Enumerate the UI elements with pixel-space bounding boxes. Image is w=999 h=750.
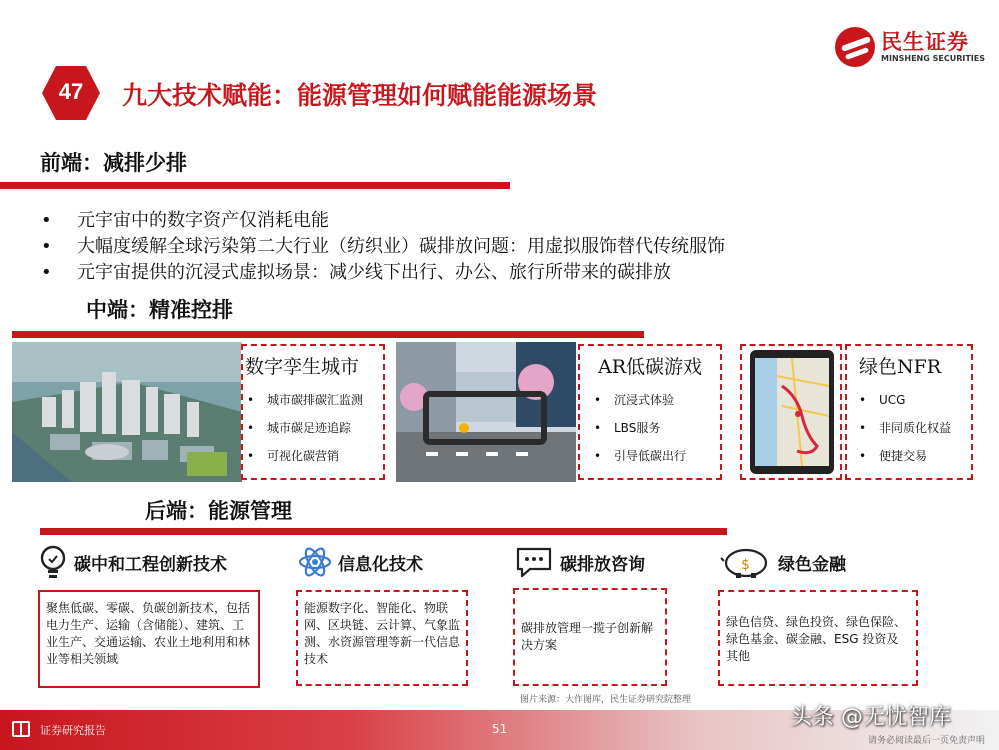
card-list (247, 386, 363, 470)
map-tablet-image (740, 344, 842, 480)
logo-name-cn: 民生证券 (881, 29, 969, 54)
block-text: 碳排放管理一揽子创新解决方案 (521, 621, 654, 652)
smart-city-image (12, 342, 242, 482)
list-item: • 沉浸式体验 (594, 386, 686, 414)
minsheng-logo (835, 27, 985, 67)
it-tech-header (298, 545, 423, 579)
chat-bubble-icon (514, 545, 554, 579)
list-item: • LBS服务 (594, 414, 686, 442)
disclaimer-text: 请务必阅读最后一页免责声明 (867, 736, 985, 746)
list-item: • 便捷交易 (859, 442, 951, 470)
page-title: 九大技术赋能：能源管理如何赋能能源场景 (122, 81, 598, 110)
block-title: 碳中和工程创新技术 (74, 554, 227, 575)
list-item: • 引导低碳出行 (594, 442, 686, 470)
card-list (594, 386, 686, 470)
footer-label: 证券研究报告 (40, 724, 106, 737)
card-title: AR低碳游戏 (598, 356, 703, 378)
front-section-bar (0, 182, 510, 189)
svg-text:$: $ (741, 557, 750, 573)
lightbulb-icon (38, 545, 68, 579)
green-nfr-card (845, 344, 973, 480)
list-item: • 元宇宙中的数字资产仅消耗电能 (37, 208, 725, 234)
block-title: 碳排放咨询 (560, 554, 645, 575)
digital-twin-card (241, 344, 385, 480)
list-item: • UCG (859, 386, 951, 414)
ar-game-card (578, 344, 722, 480)
watermark: 头条 @无忧智库 (790, 705, 951, 730)
card-title: 数字孪生城市 (245, 356, 360, 378)
piggy-bank-icon (720, 545, 772, 579)
front-bullet-list (37, 208, 725, 286)
green-finance-header (720, 545, 846, 579)
carbon-consulting-header (514, 545, 645, 579)
block-text: 能源数字化、智能化、物联网、区块链、云计算、气象监测、水资源管理等新一代信息技术 (304, 601, 461, 666)
page-number: 51 (492, 722, 508, 736)
carbon-tech-box (38, 590, 260, 688)
ar-street-image (396, 342, 576, 482)
list-item: • 城市碳排碳汇监测 (247, 386, 363, 414)
logo-mark-icon (835, 27, 875, 67)
carbon-consulting-box (513, 588, 667, 686)
back-section-title: 后端：能源管理 (145, 499, 292, 523)
list-item: • 元宇宙提供的沉浸式虚拟场景：减少线下出行、办公、旅行所带来的碳排放 (37, 260, 725, 286)
middle-section-title: 中端：精准控排 (86, 298, 233, 322)
slide-number: 47 (58, 79, 84, 104)
back-section-bar (40, 528, 727, 535)
carbon-tech-header (38, 545, 227, 579)
block-title: 绿色金融 (778, 554, 846, 575)
card-title: 绿色NFR (859, 356, 942, 378)
block-text: 绿色信贷、绿色投资、绿色保险、绿色基金、碳金融、ESG 投资及其他 (726, 615, 907, 663)
list-item: • 大幅度缓解全球污染第二大行业（纺织业）碳排放问题：用虚拟服饰替代传统服饰 (37, 234, 725, 260)
network-icon (298, 545, 332, 579)
it-tech-box (296, 590, 468, 686)
front-section-title: 前端：减排少排 (40, 151, 187, 175)
block-text: 聚焦低碳、零碳、负碳创新技术，包括电力生产、运输（含储能）、建筑、工业生产、交通运输、农业土地利用和林业等相关领域 (46, 601, 251, 666)
middle-section-bar (12, 331, 644, 338)
card-list (859, 386, 951, 470)
logo-name-en: MINSHENG SECURITIES (881, 53, 985, 63)
list-item: • 城市碳足迹追踪 (247, 414, 363, 442)
block-title: 信息化技术 (338, 554, 423, 575)
list-item: • 非同质化权益 (859, 414, 951, 442)
slide-number-badge (42, 66, 100, 120)
list-item: • 可视化碳营销 (247, 442, 363, 470)
book-icon (12, 721, 30, 737)
image-source-note: 图片来源：大作图库，民生证券研究院整理 (520, 695, 692, 705)
green-finance-box (718, 590, 918, 686)
